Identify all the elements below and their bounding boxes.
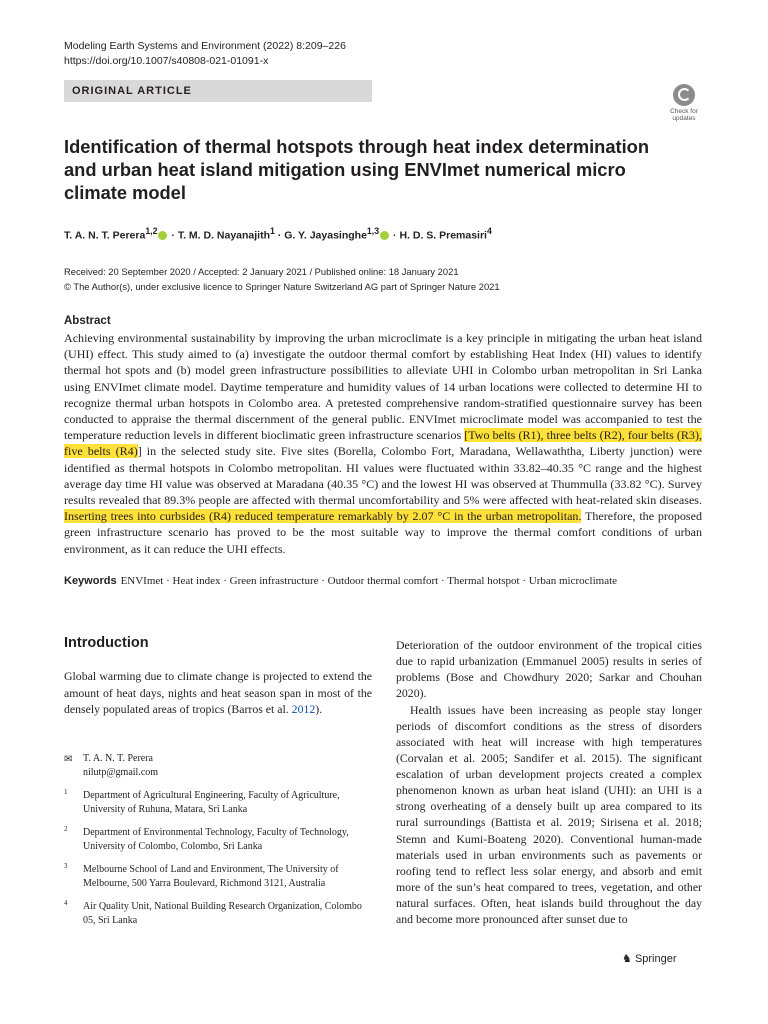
copyright-line: © The Author(s), under exclusive licence to Springer Nature Switzerland AG part of Springer Nature 2021: [64, 281, 500, 292]
springer-horse-icon: ♞: [622, 953, 632, 965]
author-name: G. Y. Jayasinghe: [284, 229, 367, 242]
intro-text-end: ).: [315, 702, 323, 717]
citation-link[interactable]: 2012: [291, 702, 316, 717]
intro-paragraph-left: [64, 668, 372, 718]
intro-paragraph: Health issues have been increasing as people stay longer periods of discomfort conditions as the stress of disorders associated with heat will increase with high temperatures (Corvalan et al. 2005; Sandifer et al. 2015). The significant escalation of urban development projects created a complex phenomenon known as urban heat island (UHI): an UHI is a strong overheating of a densely built up area compared to its rural surroundings (Battista et al. 2019; Sirisena et al. 2018; Stemn and Kumi-Boateng 2020). Conventional human-made materials used in urban environments such as pavements or roofing tend to reflect less solar energy, and absorb and emit more of the sun’s heat compared to trees, vegetation, and other natural surfaces. Often, heat islands build throughout the day and become more pronounced after sunset due to: [396, 702, 702, 927]
journal-header: [64, 39, 346, 69]
author-name: H. D. S. Premasiri: [399, 229, 487, 242]
affiliation-text: Melbourne School of Land and Environment, The University of Melbourne, 500 Yarra Boulevard, Richmond 3121, Australia: [83, 864, 339, 889]
abstract-text: Therefore, the proposed green infrastructure scenario has proved to be the most suitable way to improve the thermal comfort conditions of urban environment, as it can reduce the UHI effects.: [64, 509, 702, 556]
author-affil: 4: [486, 226, 492, 236]
affiliation: [64, 863, 372, 890]
author-name: T. M. D. Nayanajith: [177, 229, 271, 242]
introduction-heading: Introduction: [64, 635, 149, 651]
intro-right-column: [396, 637, 702, 927]
author-affil: 1: [270, 226, 275, 236]
affiliation-text: Department of Environmental Technology, Faculty of Technology, University of Colombo, Colombo, Sri Lanka: [83, 827, 349, 852]
affiliation-mark: 2: [64, 825, 68, 833]
publisher-name: Springer: [634, 953, 677, 965]
abstract-text: Achieving environmental sustainability by improving the urban microclimate is a key principle in mitigating the urban heat island (UHI) effect. This study aimed to (a) investigate the outdoor thermal comfort by establishing Heat Index (HI) values to identify thermal hot spots and (b) model green infrastructure possibilities to alleviate UHI in Colombo urban metropolitan in Sri Lanka using ENVImet climate model. Daytime temperature and humidity values of 14 urban locations were collected to determine HI to recognize thermal urban hotspots in Colombo area. A pretested comprehensive random-stratified questionnaire survey has been conducted to appraise the thermal discernment of the general public. ENVImet microclimate model was accompanied to test the temperature reduction levels in different bioclimatic green infrastructure scenarios: [64, 331, 702, 443]
doi-link[interactable]: https://doi.org/10.1007/s40808-021-01091-x: [64, 55, 269, 67]
keywords-text: ENVImet · Heat index · Green infrastructure · Outdoor thermal comfort · Thermal hotspot · Urban microclimate: [120, 575, 618, 587]
orcid-icon[interactable]: [158, 231, 167, 240]
abstract-text: ] in the selected study site. Five sites (Borella, Colombo Fort, Maradana, Wellawaththa, Liberty junction) were identified as thermal hotspots in Colombo metropolitan. HI values were fluctuated within 33.82–40.35 °C range and the highest average day time HI value was observed at Maradana (40.35 °C) and the lowest HI was observed at Thummulla (33.82 °C). Survey results revealed that 89.3% people are affected with thermal uncomfortability and 5% were affected with heat-related skin diseases.: [64, 444, 702, 508]
envelope-icon: ✉: [64, 754, 73, 765]
affiliation: [64, 789, 372, 816]
intro-text: Global warming due to climate change is projected to extend the amount of heat days, nights and heat season span in most of the densely populated areas of tropics (Barros et al.: [64, 669, 372, 717]
affiliation-mark: 1: [64, 788, 68, 796]
check-for-updates-button[interactable]: [663, 84, 705, 126]
keywords: [64, 573, 704, 590]
footnotes: [64, 752, 372, 937]
highlight-2: Inserting trees into curbsides (R4) reduced temperature remarkably by 2.07 °C in the urban metropolitan.: [64, 509, 582, 524]
author-affil: 1,3: [366, 226, 380, 236]
author-name: T. A. N. T. Perera: [64, 229, 146, 242]
affiliation-mark: 4: [64, 899, 68, 907]
abstract-body: [64, 330, 702, 557]
publisher-logo: [622, 952, 677, 965]
highlight-1: [Two belts (R1), three belts (R2), four belts (R3), five belts (R4): [64, 428, 702, 459]
affiliation-text: Air Quality Unit, National Building Research Organization, Colombo 05, Sri Lanka: [83, 901, 362, 926]
date-line: Received: 20 September 2020 / Accepted: 2 January 2021 / Published online: 18 January 2021: [64, 266, 459, 277]
corresponding-author: [64, 752, 372, 779]
corresponding-name: T. A. N. T. Perera: [83, 753, 153, 764]
corresponding-email[interactable]: nilutp@gmail.com: [83, 766, 159, 778]
article-type-badge: ORIGINAL ARTICLE: [64, 80, 372, 102]
keywords-label: Keywords: [64, 575, 117, 587]
publication-dates: [64, 264, 500, 294]
check-updates-icon: [673, 84, 695, 106]
abstract-heading: Abstract: [64, 315, 111, 327]
intro-paragraph: Deterioration of the outdoor environment of the tropical cities due to rapid urbanization (Emmanuel 2005) results in series of problems (Bose and Chowdhury 2020; Sarkar and Chouhan 2020).: [396, 638, 702, 701]
author-affil: 1,2: [145, 226, 158, 236]
affiliation: [64, 826, 372, 853]
orcid-icon[interactable]: [380, 231, 389, 240]
author-list: T. A. N. T. Perera$^{1,2}$ · T. M. D. Nayanajith$^1$ · G. Y. Jayasinghe$^{1,3}$ · H. D. S. Premasiri$^4$: [64, 226, 492, 242]
paper-title: Identification of thermal hotspots through heat index determination and urban heat island mitigation using ENVImet numerical micro climate model: [64, 136, 650, 203]
check-updates-label: Check for updates: [670, 108, 698, 122]
affiliation-text: Department of Agricultural Engineering, Faculty of Agriculture, University of Ruhuna, Matara, Sri Lanka: [83, 790, 340, 815]
affiliation: [64, 900, 372, 927]
journal-citation: Modeling Earth Systems and Environment (2022) 8:209–226: [64, 40, 346, 52]
affiliation-mark: 3: [64, 862, 68, 870]
